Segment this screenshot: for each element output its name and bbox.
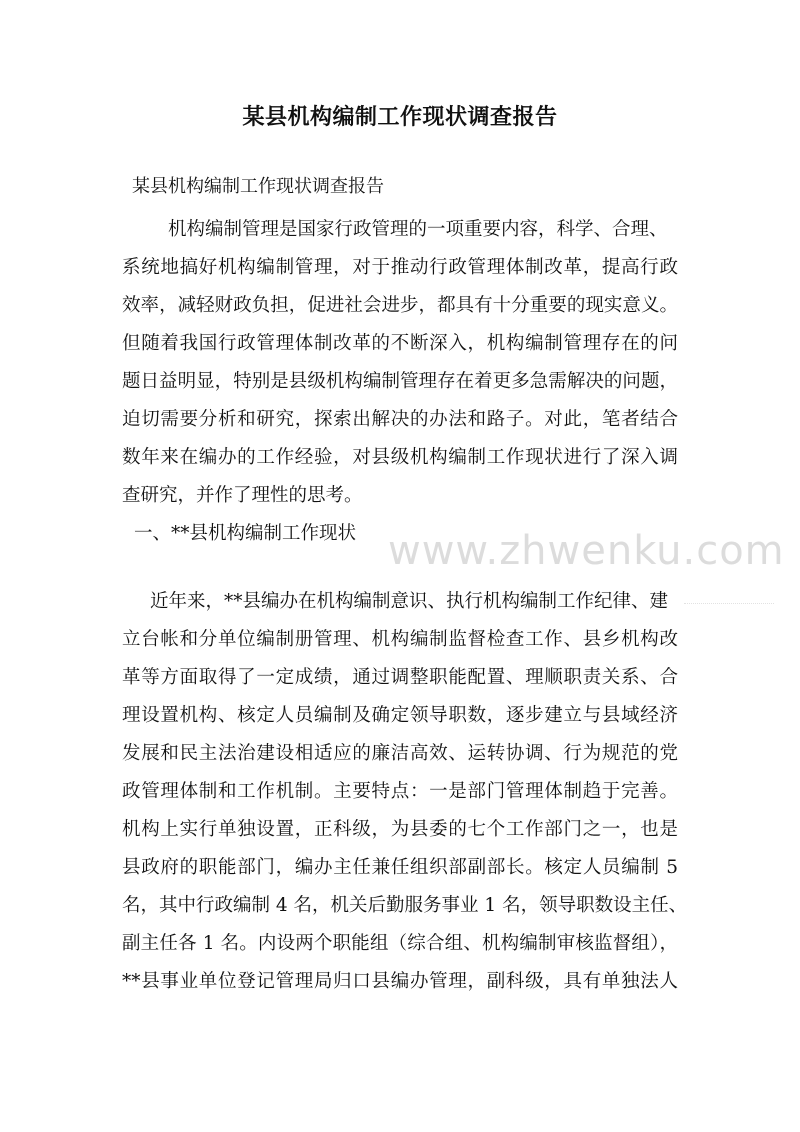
text-line: 数年来在编办的工作经验，对县级机构编制工作现状进行了深入调: [122, 447, 678, 468]
text-line: 效率，减轻财政负担，促进社会进步，都具有十分重要的现实意义。: [122, 295, 678, 316]
text-line: **县事业单位登记管理局归口县编办管理，副科级，具有单独法人: [122, 971, 678, 992]
text-line: 查研究，并作了理性的思考。: [122, 485, 363, 506]
text-line: 理设置机构、核定人员编制及确定领导职数，逐步建立与县域经济: [122, 705, 678, 726]
divider: [684, 603, 774, 604]
text-line: 名，其中行政编制 4 名，机关后勤服务事业 1 名，领导职数设主任、: [122, 895, 688, 916]
text-line: 系统地搞好机构编制管理，对于推动行政管理体制改革，提高行政: [122, 257, 678, 278]
text-line: 县政府的职能部门，编办主任兼任组织部副部长。核定人员编制 5: [122, 857, 678, 878]
paragraph-status: [122, 583, 688, 1001]
text-line: 政管理体制和工作机制。主要特点：一是部门管理体制趋于完善。: [122, 781, 678, 802]
watermark: www.zhwenku.com: [388, 528, 785, 574]
text-line: 机构编制管理是国家行政管理的一项重要内容，科学、合理、: [168, 219, 668, 240]
section-heading: 一、**县机构编制工作现状: [134, 523, 357, 544]
document-title: 某县机构编制工作现状调查报告: [242, 104, 558, 130]
text-line: 立台帐和分单位编制册管理、机构编制监督检查工作、县乡机构改: [122, 629, 678, 650]
text-line: 发展和民主法治建设相适应的廉洁高效、运转协调、行为规范的党: [122, 743, 678, 764]
text-line: 副主任各 1 名。内设两个职能组（综合组、机构编制审核监督组），: [122, 933, 678, 954]
text-line: 革等方面取得了一定成绩，通过调整职能配置、理顺职责关系、合: [122, 667, 678, 688]
text-line: 题日益明显，特别是县级机构编制管理存在着更多急需解决的问题，: [122, 371, 678, 392]
paragraph-intro: [122, 211, 678, 553]
text-line: 机构上实行单独设置，正科级，为县委的七个工作部门之一，也是: [122, 819, 678, 840]
text-line: 近年来，**县编办在机构编制意识、执行机构编制工作纪律、建: [150, 591, 669, 612]
text-line: 但随着我国行政管理体制改革的不断深入，机构编制管理存在的问: [122, 333, 678, 354]
text-line: 迫切需要分析和研究，探索出解决的办法和路子。对此，笔者结合: [122, 409, 678, 430]
document-subtitle: 某县机构编制工作现状调查报告: [132, 176, 384, 197]
